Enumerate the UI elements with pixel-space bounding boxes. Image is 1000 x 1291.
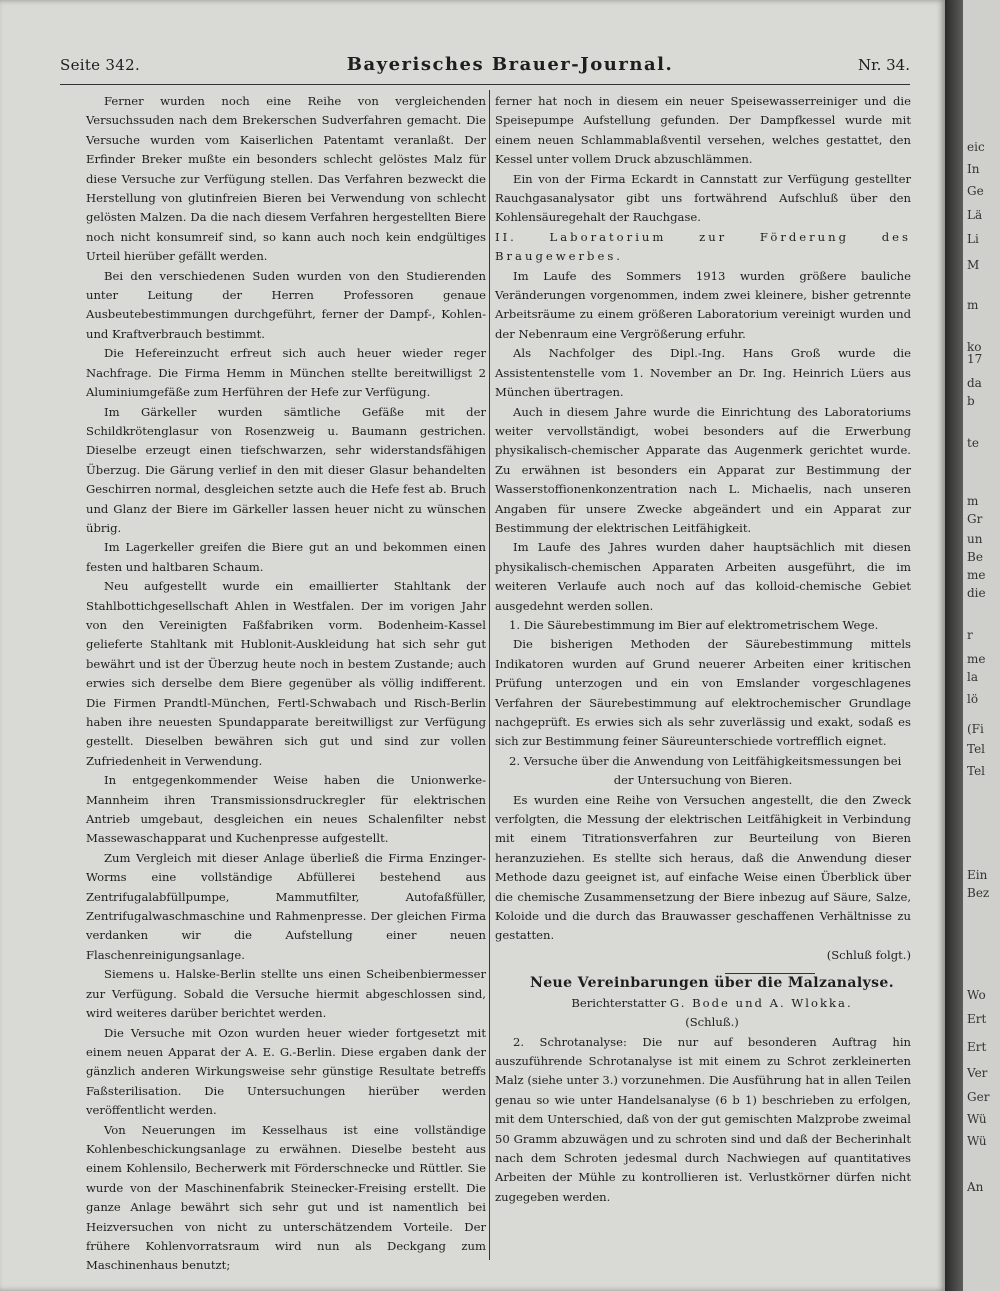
adjacent-page-fragment: la — [967, 670, 978, 684]
header-rule — [60, 84, 910, 85]
adjacent-page-fragment: Wü — [967, 1134, 987, 1148]
adjacent-page-fragment: r — [967, 628, 973, 642]
column-divider — [489, 90, 490, 1260]
right-column — [495, 92, 911, 1207]
adjacent-page-fragment: Li — [967, 232, 979, 246]
adjacent-page-fragment: lö — [967, 692, 979, 706]
subsection-title: 2. Versuche über die Anwendung von Leitfähigkeitsmessungen bei — [509, 753, 902, 768]
adjacent-page-fragment: Lä — [967, 208, 983, 222]
paragraph: Die Versuche mit Ozon wurden heuer wieder fortgesetzt mit einem neuen Apparat der A. E. G.-Berlin. Diese ergaben dank der gänzlich anderen Wirkungsweise sehr günstige Resultate betreffs Faßsterilisation. Die Untersuchungen hierüber werden veröffentlicht werden. — [86, 1025, 486, 1118]
paragraph: Ein von der Firma Eckardt in Cannstatt zur Verfügung gestellter Rauchgasanalysator gibt uns fortwährend Aufschluß über den Kohlensäuregehalt der Rauchgase. — [495, 171, 911, 225]
adjacent-page-fragment: me — [967, 568, 986, 582]
adjacent-page-fragment: Ert — [967, 1040, 987, 1054]
adjacent-page-fragment: Bez — [967, 886, 990, 900]
adjacent-page-fragment: Ert — [967, 1012, 987, 1026]
adjacent-page-fragment: Tel — [967, 742, 986, 756]
adjacent-page-fragment: An — [967, 1180, 984, 1194]
adjacent-page-fragment: 17 — [967, 352, 983, 366]
adjacent-page-fragment: M — [967, 258, 980, 272]
article-title: Neue Vereinbarungen über die Malzanalyse. — [530, 975, 894, 992]
adjacent-page-fragment: eic — [967, 140, 985, 154]
subsection-title-cont: der Untersuchung von Bieren. — [613, 773, 793, 788]
paragraph: Die Hefereinzucht erfreut sich auch heuer wieder reger Nachfrage. Die Firma Hemm in München stellte bereitwilligst 2 Aluminiumgefäße zum Herführen der Hefe zur Verfügung. — [86, 346, 486, 400]
adjacent-page-fragment: b — [967, 394, 975, 408]
adjacent-page-fragment: Gr — [967, 512, 983, 526]
byline-names: G. Bode und A. Wlokka. — [669, 995, 853, 1010]
adjacent-page-fragment: me — [967, 652, 986, 666]
adjacent-page-fragment: In — [967, 162, 980, 176]
paragraph: Bei den verschiedenen Suden wurden von den Studierenden unter Leitung der Herren Professoren genaue Ausbeutebestimmungen durchgeführt, ferner der Dampf-, Kohlen- und Kraftverbrauch bestimmt. — [86, 268, 486, 341]
adjacent-page-fragment: da — [967, 376, 982, 390]
section-heading: II. Laboratorium zur Förderung des Braugewerbes. — [495, 229, 911, 264]
paragraph: Die bisherigen Methoden der Säurebestimmung mittels Indikatoren wurden auf Grund neuerer Arbeiten einer kritischen Prüfung unterzogen und ein von Emslander vorgeschlagenes Verfahren der Säurebestimmung auf elektrochemischer Grundlage nachgeprüft. Es erwies sich als sehr zuverlässig und exakt, sodaß es sich zur Bestimmung feiner Säureunterschiede vortrefflich eignet. — [495, 637, 911, 749]
article-continued: (Schluß.) — [685, 1015, 739, 1030]
to-be-continued: (Schluß folgt.) — [826, 947, 911, 962]
adjacent-page-fragment: (Fi — [967, 722, 984, 736]
paragraph: Von Neuerungen im Kesselhaus ist eine vollständige Kohlenbeschickungsanlage zu erwähnen. Dieselbe besteht aus einem Kohlensilo, Becherwerk mit Förderschnecke und Rüttler. Sie wurde von der Maschinenfabrik Steinecker-Freising erstellt. Die ganze Anlage bewährt sich sehr gut und ist namentlich bei Heizversuchen von nicht zu unterschätzendem Vorteile. Der frühere Kohlenvorratsraum wird nun als Deckgang zum Maschinenhaus benutzt; — [86, 1122, 486, 1273]
paragraph: In entgegenkommender Weise haben die Unionwerke-Mannheim ihren Transmissionsdruckregler für elektrischen Antrieb umgebaut, desgleichen ein neues Schalenfilter nebst Massewaschapparat und Kuchenpresse aufgestellt. — [86, 773, 486, 846]
adjacent-page-fragment: Ge — [967, 184, 984, 198]
paragraph: 2. Schrotanalyse: Die nur auf besonderen Auftrag hin auszuführende Schrotanalyse ist mit einem zu Schrot zerkleinerten Malz (siehe unter 3.) vorzunehmen. Die Ausführung hat in allen Teilen genau so wie unter Handelsanalyse (6 b 1) beschrieben zu erfolgen, mit dem Unterschied, daß von der gut gemischten Malzprobe zweimal 50 Gramm abzuwägen und zu schroten sind und daß der Becherinhalt nach dem Schroten jedesmal durch Nachwiegen auf quantitatives Arbeiten der Mühle zu kontrollieren ist. Verlustkörner dürfen nicht zugegeben werden. — [495, 1034, 911, 1204]
paragraph: Im Laufe des Jahres wurden daher hauptsächlich mit diesen physikalisch-chemischen Apparaten Arbeiten ausgeführt, die im weiteren Verlaufe auch noch auf das kolloid-chemische Gebiet ausgedehnt werden sollen. — [495, 540, 911, 613]
byline — [495, 994, 911, 1013]
paragraph: Im Laufe des Sommers 1913 wurden größere bauliche Veränderungen vorgenommen, indem zwei kleinere, bisher getrennte Arbeitsräume zu einem größeren Laboratorium vereinigt wurden und der Nebenraum eine Vergrößerung erfuhr. — [495, 268, 911, 341]
page-number: Seite 342. — [60, 56, 141, 74]
paragraph: Auch in diesem Jahre wurde die Einrichtung des Laboratoriums weiter vervollständigt, wobei besonders auf die Erwerbung physikalisch-chemischer Apparate das Augenmerk gerichtet wurde. Zu erwähnen ist besonders ein Apparat zur Bestimmung der Wasserstoffionenkonzentration nach L. Michaelis, nach unseren Angaben für unsere Zwecke abgeändert und ein Apparat zur Bestimmung der elektrischen Leitfähigkeit. — [495, 404, 911, 535]
book-spine — [945, 0, 963, 1291]
paragraph: Es wurden eine Reihe von Versuchen angestellt, die den Zweck verfolgten, die Messung der elektrischen Leitfähigkeit in Verbindung mit einem Titrationsverfahren zur Beurteilung von Bieren heranzuziehen. Es stellte sich heraus, daß die Anwendung dieser Methode dazu geeignet ist, auf einfache Weise einen Überblick über die chemische Zusammensetzung der Biere inbezug auf Säure, Salze, Koloide und die durch das Brauwasser geschaffenen Verhältnisse zu gestatten. — [495, 792, 911, 943]
byline-prefix: Berichterstatter — [571, 995, 667, 1010]
adjacent-page-fragment: m — [967, 494, 979, 508]
paragraph: Neu aufgestellt wurde ein emaillierter Stahltank der Stahlbottichgesellschaft Ahlen in Westfalen. Der im vorigen Jahr von den Vereinigten Faßfabriken vorm. Bodenheim-Kassel gelieferte Stahltank mit Hublonit-Auskleidung hat sich sehr gut bewährt und ist der Überzug heute noch in bestem Zustande; auch erwies sich derselbe dem Biere gegenüber als völlig indifferent. Die Firmen Prandtl-München, Fertl-Schwabach und Risch-Berlin haben ihre neuesten Spundapparate bereitwilligst zur Verfügung gestellt. Dieselben bewähren sich gut und sind zur vollen Zufriedenheit in Verwendung. — [86, 579, 486, 768]
issue-number: Nr. 34. — [857, 56, 910, 74]
journal-title: Bayerisches Brauer-Journal. — [346, 54, 674, 75]
adjacent-page-fragment: m — [967, 298, 979, 312]
adjacent-page-fragment: Ein — [967, 868, 988, 882]
adjacent-page-fragment: Be — [967, 550, 983, 564]
adjacent-page-fragment: te — [967, 436, 979, 450]
paragraph: Siemens u. Halske-Berlin stellte uns einen Scheibenbiermesser zur Verfügung. Sobald die Versuche hiermit abgeschlossen sind, wird weiteres darüber berichtet werden. — [86, 967, 486, 1021]
subsection-title: 1. Die Säurebestimmung im Bier auf elektrometrischem Wege. — [509, 617, 879, 632]
adjacent-page-fragment: ko — [967, 340, 982, 354]
paragraph: Im Gärkeller wurden sämtliche Gefäße mit der Schildkrötenglasur von Rosenzweig u. Baumann gestrichen. Dieselbe erzeugt einen tiefschwarzen, sehr widerstandsfähigen Überzug. Die Gärung verlief in den mit dieser Glasur behandelten Geschirren normal, desgleichen setzte auch die Hefe fest ab. Bruch und Glanz der Biere im Gärkeller lassen heuer nicht zu wünschen übrig. — [86, 404, 486, 535]
paragraph: Als Nachfolger des Dipl.-Ing. Hans Groß wurde die Assistentenstelle vom 1. November an Dr. Ing. Heinrich Lüers aus München übertragen. — [495, 346, 911, 400]
paragraph: Ferner wurden noch eine Reihe von vergleichenden Versuchssuden nach dem Brekerschen Sudverfahren gemacht. Die Versuche wurden vom Kaiserlichen Patentamt veranlaßt. Der Erfinder Breker mußte ein besonders schlecht gelöstes Malz für diese Versuche zur Verfügung stellen. Das Verfahren bezweckt die Herstellung von glutinfreien Bieren bei Verwendung von schlecht gelösten Malzen. Da die nach diesem Verfahren hergestellten Biere noch nicht konsumreif sind, so kann auch noch kein endgültiges Urteil hierüber gefällt werden. — [86, 94, 486, 264]
paragraph: Im Lagerkeller greifen die Biere gut an und bekommen einen festen und haltbaren Schaum. — [86, 540, 486, 574]
adjacent-page-fragment: Ver — [967, 1066, 988, 1080]
paragraph: Zum Vergleich mit dieser Anlage überließ die Firma Enzinger-Worms eine vollständige Abfüllerei bestehend aus Zentrifugalabfüllpumpe, Mammutfilter, Autofaßfüller, Zentrifugalwaschmaschine und Rahmenpresse. Der gleichen Firma verdanken wir die Aufstellung einer neuen Flaschenreinigungsanlage. — [86, 850, 486, 962]
adjacent-page-fragment: Ger — [967, 1090, 990, 1104]
adjacent-page-fragment: Wo — [967, 988, 986, 1002]
adjacent-page-fragment: un — [967, 532, 983, 546]
adjacent-page-fragment: Tel — [967, 764, 986, 778]
adjacent-page-fragment: die — [967, 586, 986, 600]
adjacent-page-edge — [963, 0, 1000, 1291]
paragraph: ferner hat noch in diesem ein neuer Speisewasserreiniger und die Speisepumpe Aufstellung gefunden. Der Dampfkessel wurde mit einem neuen Schlammablaßventil versehen, welches gestattet, den Kessel unter vollem Druck abzuschlämmen. — [495, 94, 911, 167]
adjacent-page-fragment: Wü — [967, 1112, 987, 1126]
page-header — [60, 54, 910, 82]
left-column — [86, 92, 486, 1276]
